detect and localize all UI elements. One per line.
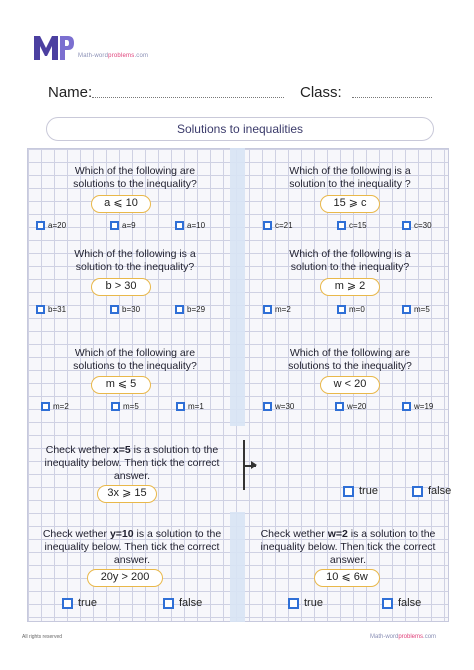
q6-inequality: w < 20 (320, 376, 380, 394)
q3-text: Which of the following is a solution to the inequality? (74, 248, 196, 273)
q2-text: Which of the following is a solution to the inequality ? (289, 165, 411, 190)
checkbox-icon[interactable] (263, 305, 272, 314)
q4-option-1[interactable]: m=2 (263, 305, 291, 314)
q9-option-true[interactable]: true (288, 597, 323, 609)
q5-option-3[interactable]: m=1 (176, 402, 204, 411)
q7-option-true[interactable]: true (343, 485, 378, 497)
q8-option-false[interactable]: false (163, 597, 202, 609)
q7-inequality: 3x ⩾ 15 (97, 485, 157, 503)
q4-inequality: m ⩾ 2 (320, 278, 380, 296)
checkbox-icon[interactable] (62, 598, 73, 609)
q3-inequality: b > 30 (91, 278, 151, 296)
checkbox-icon[interactable] (111, 402, 120, 411)
checkbox-icon[interactable] (110, 305, 119, 314)
q1-option-1[interactable]: a=20 (36, 221, 66, 230)
q5-inequality: m ⩽ 5 (91, 376, 151, 394)
q1-inequality: a ⩽ 10 (91, 195, 151, 213)
q6-option-2[interactable]: w=20 (335, 402, 366, 411)
q7-option-false[interactable]: false (412, 485, 451, 497)
q4-option-2[interactable]: m=0 (337, 305, 365, 314)
q2-option-1[interactable]: c=21 (263, 221, 293, 230)
q9-text: Check wether w=2 is a solution to the inequality below. Then tick the correct answer. (260, 528, 436, 566)
name-label: Name: (48, 84, 93, 101)
q8-text: Check wether y=10 is a solution to the inequality below. Then tick the correct answer. (42, 528, 222, 566)
column-divider-bottom (230, 512, 245, 622)
q5-option-2[interactable]: m=5 (111, 402, 139, 411)
q2-option-3[interactable]: c=30 (402, 221, 432, 230)
q1-text: Which of the following are solutions to the inequality? (73, 165, 197, 190)
checkbox-icon[interactable] (402, 305, 411, 314)
q3-option-3[interactable]: b=29 (175, 305, 205, 314)
class-field[interactable] (352, 97, 432, 98)
q1-option-3[interactable]: a=10 (175, 221, 205, 230)
q9-inequality: 10 ⩽ 6w (314, 569, 380, 587)
q3-option-1[interactable]: b=31 (36, 305, 66, 314)
logo-icon (34, 34, 74, 60)
checkbox-icon[interactable] (175, 305, 184, 314)
q3-option-2[interactable]: b=30 (110, 305, 140, 314)
q2-option-2[interactable]: c=15 (337, 221, 367, 230)
worksheet-title: Solutions to inequalities (176, 122, 304, 136)
q6-option-1[interactable]: w=30 (263, 402, 294, 411)
q6-text: Which of the following are solutions to the inequality? (288, 347, 412, 372)
q5-option-1[interactable]: m=2 (41, 402, 69, 411)
checkbox-icon[interactable] (263, 402, 272, 411)
q6-option-3[interactable]: w=19 (402, 402, 433, 411)
checkbox-icon[interactable] (175, 221, 184, 230)
rights-text: All rights reserved (22, 634, 63, 640)
q4-option-3[interactable]: m=5 (402, 305, 430, 314)
checkbox-icon[interactable] (402, 221, 411, 230)
checkbox-icon[interactable] (36, 221, 45, 230)
checkbox-icon[interactable] (176, 402, 185, 411)
q7-text: Check wether x=5 is a solution to the inequality below. Then tick the correct answer. (44, 444, 220, 482)
logo-site-text: Math-wordproblems.com (78, 53, 149, 59)
checkbox-icon[interactable] (337, 305, 346, 314)
q9-option-false[interactable]: false (382, 597, 421, 609)
checkbox-icon[interactable] (263, 221, 272, 230)
footer-site-link[interactable]: Math-wordproblems.com (370, 634, 437, 640)
q8-option-true[interactable]: true (62, 597, 97, 609)
checkbox-icon[interactable] (412, 486, 423, 497)
q5-text: Which of the following are solutions to the inequality? (73, 347, 197, 372)
arrow-right-icon (251, 461, 257, 469)
checkbox-icon[interactable] (335, 402, 344, 411)
checkbox-icon[interactable] (288, 598, 299, 609)
checkbox-icon[interactable] (337, 221, 346, 230)
name-field[interactable] (92, 97, 284, 98)
checkbox-icon[interactable] (402, 402, 411, 411)
checkbox-icon[interactable] (163, 598, 174, 609)
checkbox-icon[interactable] (36, 305, 45, 314)
checkbox-icon[interactable] (110, 221, 119, 230)
column-divider (230, 148, 245, 426)
checkbox-icon[interactable] (41, 402, 50, 411)
checkbox-icon[interactable] (382, 598, 393, 609)
q2-inequality: 15 ⩾ c (320, 195, 380, 213)
class-label: Class: (300, 84, 342, 101)
checkbox-icon[interactable] (343, 486, 354, 497)
q4-text: Which of the following is a solution to the inequality? (289, 248, 411, 273)
q8-inequality: 20y > 200 (87, 569, 163, 587)
q1-option-2[interactable]: a=9 (110, 221, 136, 230)
